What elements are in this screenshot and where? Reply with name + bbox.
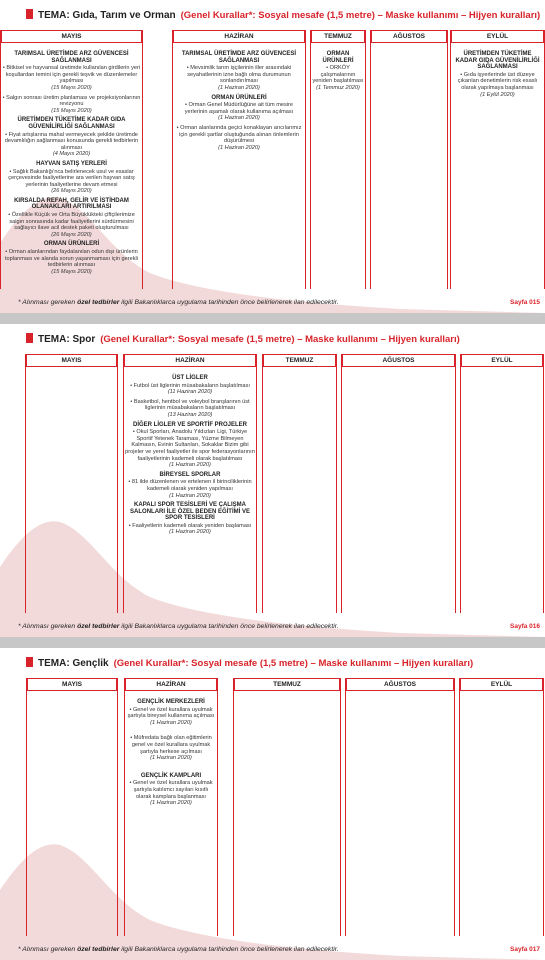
month-header: TEMMUZ	[263, 354, 336, 367]
footnote-text: Alınması gereken	[22, 299, 78, 306]
page-3	[0, 648, 545, 960]
page-2	[0, 324, 545, 637]
section-heading: ÜRETİMDEN TÜKETİME KADAR GIDA GÜVENİLİRLİĞİ SAĞLANMASI	[455, 51, 540, 71]
measure-item: • Genel ve özel kurallara uyulmak şartıyla bireysel kullanıma açılması	[127, 706, 215, 720]
section-heading: ORMAN ÜRÜNLERİ	[211, 94, 267, 101]
measure-date: (1 Haziran 2020)	[169, 529, 211, 536]
section-heading: TARIMSAL ÜRETİMDE ARZ GÜVENCESİ SAĞLANMASI	[181, 51, 297, 64]
general-rules-text: (Genel Kurallar*: Sosyal mesafe (1,5 metre) – Maske kullanımı – Hijyen kuralları)	[100, 334, 460, 345]
section-heading: GENÇLİK KAMPLARI	[140, 772, 202, 779]
month-column	[233, 678, 341, 936]
footnote-bold: özel tedbirler	[77, 299, 120, 306]
theme-title: TEMA: Spor	[38, 334, 96, 345]
measure-item: • Fiyat artışlarına mahal vermeyecek şekilde üretimde devamlılığın sağlanması konusunda gerekli tedbirlerin alınması	[4, 131, 139, 151]
measure-date: (1 Haziran 2020)	[218, 115, 260, 122]
measure-date: (26 Mayıs 2020)	[51, 231, 92, 238]
measure-date: (15 Mayıs 2020)	[51, 268, 92, 275]
section-heading: ORMAN ÜRÜNLERİ	[322, 51, 354, 64]
month-column	[370, 30, 448, 289]
measure-item: • Mevsimlik tarım işçilerinin iller arasındaki seyahatlerinin izne bağlı olma durumunun sonlandırılması	[186, 65, 292, 85]
measure-date: (1 Haziran 2020)	[169, 492, 211, 499]
spacer	[126, 729, 216, 734]
footnote-text: Alınması gereken	[22, 623, 78, 630]
measure-item: • Okul Sporları, Anadolu Yıldızları Ligi, Türkiye Sportif Yetenek Taraması, Yüzme Bilmeyen Kalmasın, Evinin Sultanları, Sokaklar Bizim gibi projeler ve yerel faaliyetler ile spor federasyonlarının faaliyetlerinin kademeli olarak başlatılması	[125, 429, 255, 462]
month-column	[0, 30, 143, 289]
month-content	[312, 48, 364, 95]
page-number: Sayfa 017	[510, 946, 540, 953]
measure-item: • Basketbol, hentbol ve voleybol branşlarının üst liglerinin müsabakaların başlatılması	[130, 398, 250, 412]
month-column	[459, 678, 544, 936]
measure-date: (15 Mayıs 2020)	[51, 84, 92, 91]
measure-date: (11 Haziran 2020)	[167, 389, 213, 396]
measure-item: • Orman Genel Müdürlüğüne ait tüm mesire yerlerinin aşamalı olarak kullanıma açılması	[184, 102, 294, 115]
footer-note	[18, 623, 545, 630]
footnote-text: ilgili Bakanlıklarca uygulama tarihinden önce belirlenerek ilan edilecektir.	[119, 299, 339, 306]
month-header: AĞUSTOS	[346, 678, 454, 691]
page-number: Sayfa 016	[510, 623, 540, 630]
measure-date: (1 Haziran 2020)	[150, 719, 192, 726]
measure-item: • 81 ilde düzenlenen ve ertelenen il birinciliklerinin kademeli olarak yeniden yapılması	[128, 479, 252, 492]
general-rules-text: (Genel Kurallar*: Sosyal mesafe (1,5 metre) – Maske kullanımı – Hijyen kuralları)	[180, 10, 541, 21]
page-title	[26, 9, 540, 21]
month-column	[25, 354, 118, 613]
section-heading: DİĞER LİGLER VE SPORTİF PROJELER	[132, 421, 247, 428]
footnote-text: ilgili Bakanlıklarca uygulama tarihinden önce belirlenerek ilan edilecektir.	[119, 623, 339, 630]
measure-date: (1 Eylül 2020)	[480, 91, 515, 98]
month-header: HAZİRAN	[124, 354, 256, 367]
measure-item: • Sağlık Bakanlığı'nca belirlenecek usul ve esaslar çerçevesinde faaliyetlerine ara verilen hayvan satış yerlerinin faaliyetlerine devam etmesi	[8, 168, 135, 188]
spacer	[126, 765, 216, 770]
section-heading: BİREYSEL SPORLAR	[159, 471, 221, 478]
month-content	[2, 48, 141, 278]
footer-note	[18, 946, 545, 953]
measure-date: (4 Mayıs 2020)	[52, 151, 91, 158]
measure-item: • Bitkisel ve hayvansal üretimde kullanılan girdilerin yeri koşullardan temini için gerekli teşvik ve düzenlemeler yapılması	[2, 65, 141, 85]
month-column	[450, 30, 545, 289]
page-1	[0, 0, 545, 313]
theme-title: TEMA: Gençlik	[38, 658, 109, 669]
measure-item: • Futbol üst liglerinin müsabakaların başlatılması	[130, 382, 250, 389]
section-heading: GENÇLİK MERKEZLERİ	[137, 699, 205, 705]
month-header: EYLÜL	[451, 30, 544, 43]
footnote-text: Alınması gereken	[22, 946, 78, 953]
measure-item: • Müfredata bağlı olan eğitimlerin genel ve özel kurallara uyulmak şartıyla herkese açılması	[130, 735, 212, 755]
month-column	[341, 354, 456, 613]
section-heading: KAPALI SPOR TESİSLERİ VE ÇALIŞMA SALONLARI İLE ÖZEL BEDEN EĞİTİMİ VE SPOR TESİSLERİ	[130, 502, 250, 522]
month-header: MAYIS	[27, 678, 117, 691]
measure-item: • Gıda işyerlerinde üst düzeye çıkarılan denetimlerin risk esaslı olarak yapılmaya başlanması	[457, 71, 538, 91]
month-content	[125, 372, 255, 539]
measure-date: (26 Mayıs 2020)	[51, 188, 92, 195]
month-column	[123, 354, 257, 613]
month-column	[310, 30, 366, 289]
month-header: EYLÜL	[460, 678, 543, 691]
footnote-star: *	[18, 946, 23, 953]
footnote-text: ilgili Bakanlıklarca uygulama tarihinden önce belirlenerek ilan edilecektir.	[119, 946, 339, 953]
page-title	[26, 333, 460, 345]
measure-date: (1 Haziran 2020)	[169, 462, 211, 469]
red-square-icon	[26, 657, 33, 667]
month-column	[460, 354, 544, 613]
measure-item: • Salgın sonrası üretim planlaması ve projeksiyonlarının revizyonu	[2, 94, 141, 108]
month-header: EYLÜL	[461, 354, 543, 367]
month-header: AĞUSTOS	[371, 30, 447, 43]
measure-date: (15 Mayıs 2020)	[51, 107, 92, 114]
section-heading: HAYVAN SATIŞ YERLERİ	[36, 160, 107, 167]
measure-date: (1 Haziran 2020)	[218, 84, 260, 91]
footer-note	[18, 299, 545, 306]
general-rules-text: (Genel Kurallar*: Sosyal mesafe (1,5 metre) – Maske kullanımı – Hijyen kuralları)	[113, 658, 474, 669]
month-header: HAZİRAN	[125, 678, 217, 691]
month-column	[124, 678, 218, 936]
footnote-star: *	[18, 299, 23, 306]
month-column	[262, 354, 337, 613]
month-column	[26, 678, 118, 936]
measure-date: (1 Temmuz 2020)	[316, 84, 360, 91]
month-header: MAYIS	[1, 30, 142, 43]
measure-date: (1 Haziran 2020)	[218, 144, 260, 151]
section-heading: ÜST LİGLER	[172, 375, 208, 381]
measure-item: • Faaliyetlerin kademeli olarak yeniden başlaması	[128, 522, 252, 529]
month-header: HAZİRAN	[173, 30, 305, 43]
section-heading: ORMAN ÜRÜNLERİ	[43, 241, 100, 248]
red-square-icon	[26, 9, 33, 19]
page-title	[26, 657, 473, 669]
footnote-bold: özel tedbirler	[77, 623, 120, 630]
section-heading: ÜRETİMDEN TÜKETİME KADAR GIDA GÜVENİLİRLİĞİ SAĞLANMASI	[17, 117, 126, 130]
month-content	[452, 48, 543, 101]
red-square-icon	[26, 333, 33, 343]
section-heading: KIRSALDA REFAH, GELİR VE İSTİHDAM OLANAKLARI ARTIRILMASI	[14, 197, 129, 211]
page-number: Sayfa 015	[510, 299, 540, 306]
measure-date: (1 Haziran 2020)	[150, 800, 192, 807]
theme-title: TEMA: Gıda, Tarım ve Orman	[38, 10, 176, 21]
section-heading: TARIMSAL ÜRETİMDE ARZ GÜVENCESİ SAĞLANMASI	[14, 51, 129, 64]
measure-item: • Orman alanlarından faydalanılan odun dışı ürünlerin toplanması ve alanda sorun yaşanmaması için gerekli tedbirlerin alınması	[4, 249, 139, 269]
month-header: TEMMUZ	[311, 30, 365, 43]
month-content	[126, 696, 216, 810]
measure-date: (1 Haziran 2020)	[150, 755, 192, 762]
month-column	[345, 678, 455, 936]
measure-item: • ORKÖY çalışmalarının yeniden başlatılması	[312, 65, 364, 85]
measure-date: (13 Haziran 2020)	[167, 411, 213, 418]
measure-item: • Genel ve özel kurallara uyulmak şartıyla katılımcı sayıları kısıtlı olarak kamplara başlanması	[129, 780, 213, 800]
footnote-star: *	[18, 623, 23, 630]
month-header: AĞUSTOS	[342, 354, 455, 367]
measure-item: • Orman alanlarında geçici konaklayan arıcılarımız için gerekli şartlar oluştuğunda alınan önlemlerin düşürülmesi	[176, 124, 302, 145]
month-content	[174, 48, 304, 154]
measure-item: • Özellikle Küçük ve Orta Büyüklükteki çiftçilerimize salgın sonrasında kadar faaliyetlerini sürdürmesini sağlayıcı ilave acil destek paketi oluşturulması	[8, 212, 135, 232]
month-header: MAYIS	[26, 354, 117, 367]
month-column	[172, 30, 306, 289]
footnote-bold: özel tedbirler	[77, 946, 120, 953]
month-header: TEMMUZ	[234, 678, 340, 691]
